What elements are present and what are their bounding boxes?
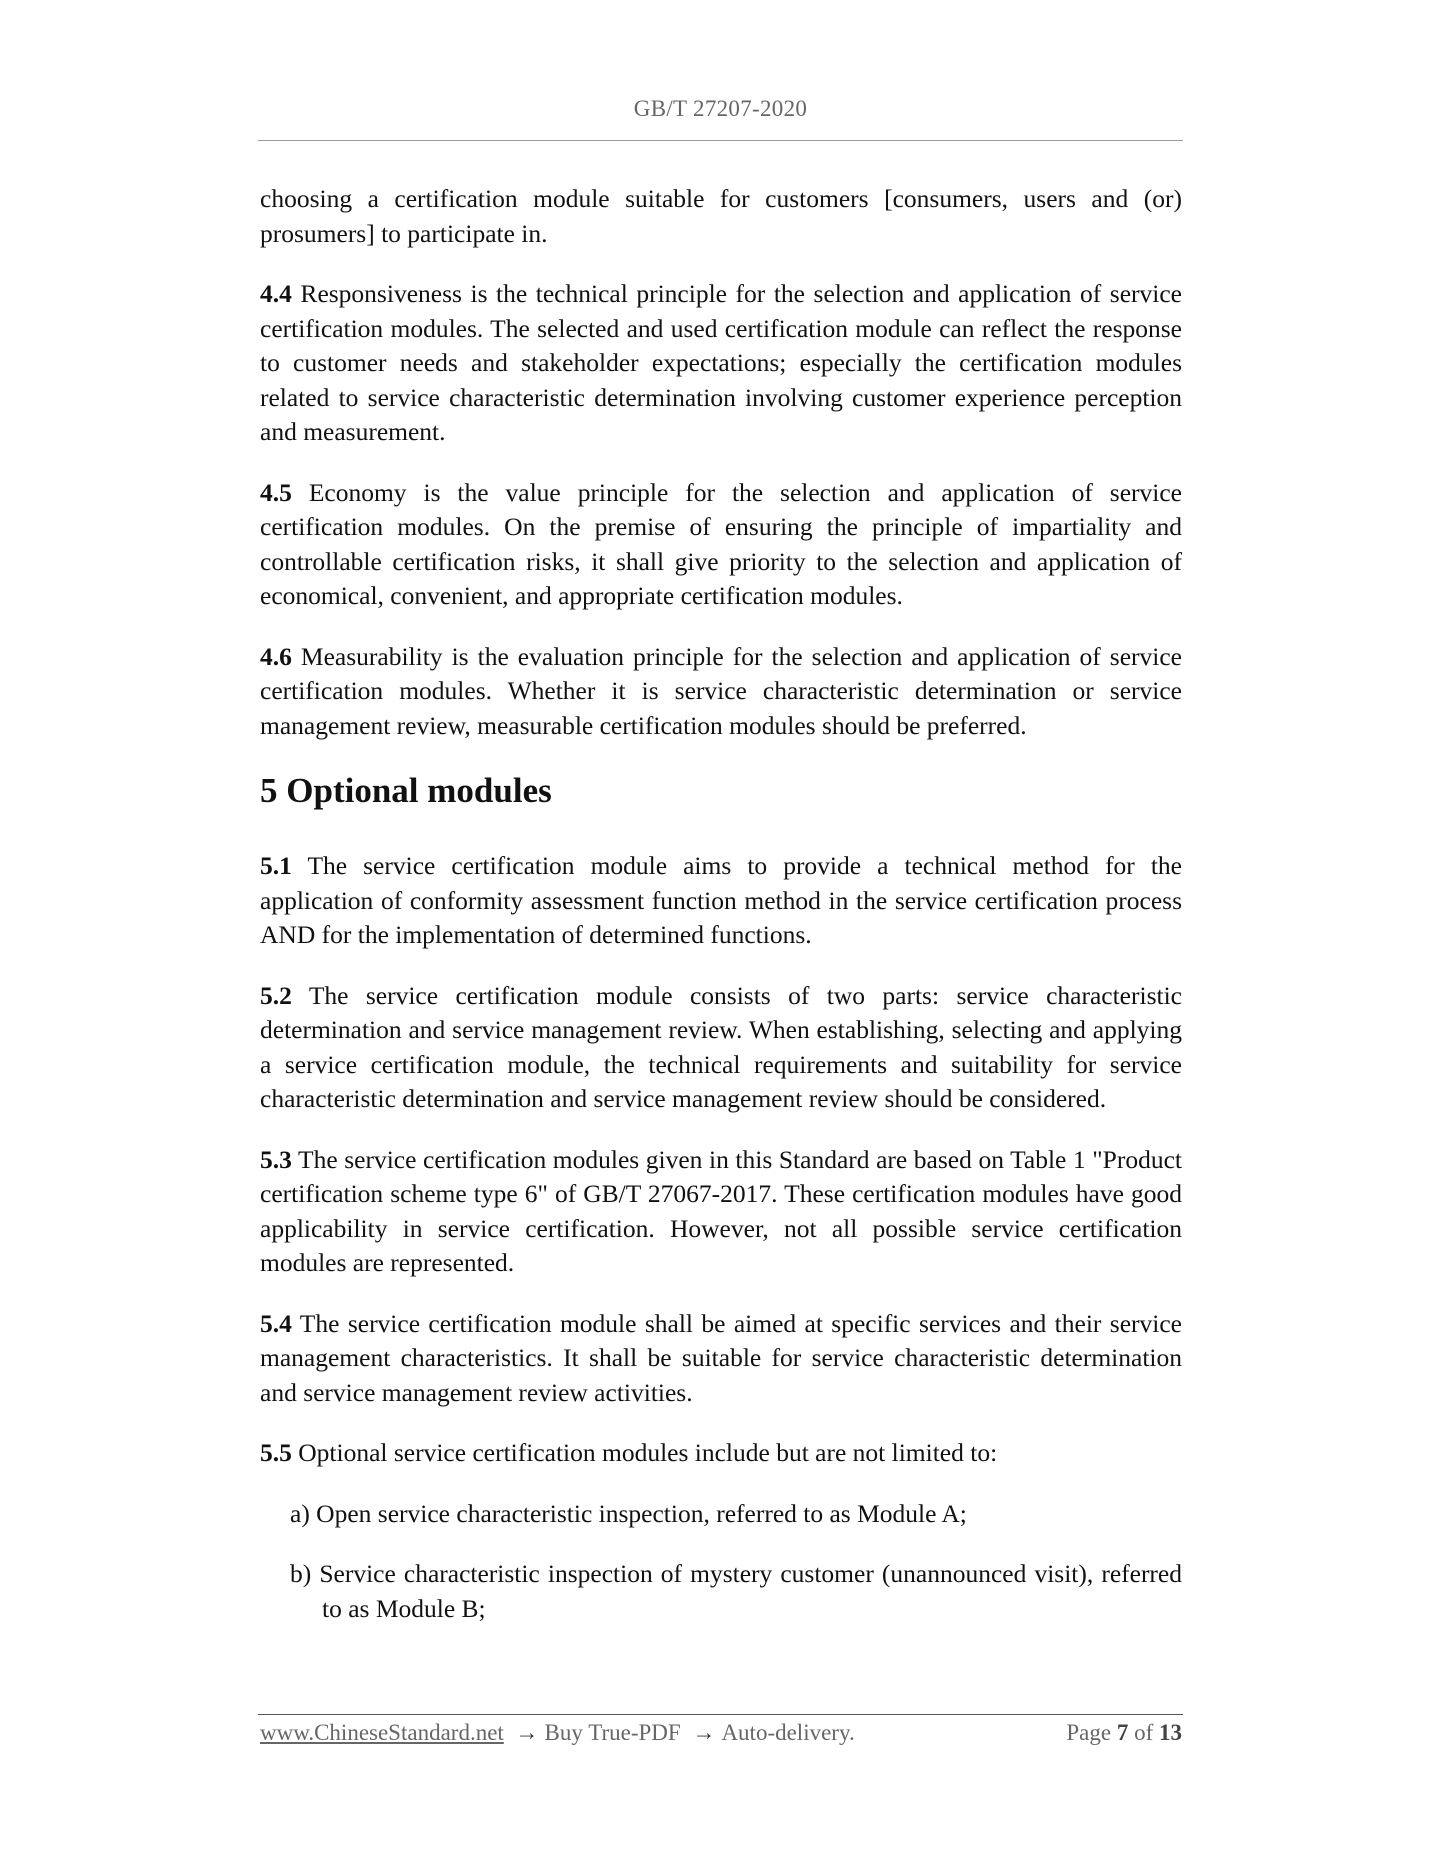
intro-paragraph: choosing a certification module suitable for customers [consumers, users and (or) prosumers] to participate in. [260, 184, 1182, 248]
clause-text: Economy is the value principle for the selection and application of service certification modules. On the premise of ensuring the principle of impartiality and controllable certification risks, it shall give priority to the selection and application of economical, convenient, and appropriate certification modules. [260, 477, 1182, 610]
page-current: 7 [1116, 1720, 1129, 1745]
clause-5-4 [260, 1307, 1182, 1411]
clause-5-3 [260, 1143, 1182, 1281]
footer-divider [258, 1714, 1183, 1715]
arrow-right-icon: → [515, 1720, 539, 1745]
clause-number: 5.1 [260, 851, 292, 880]
page-footer [260, 1720, 1182, 1746]
page-number [1066, 1720, 1182, 1746]
clause-4-6 [260, 640, 1182, 744]
page-header-title: GB/T 27207-2020 [633, 96, 808, 121]
clause-number: 5.2 [260, 980, 292, 1010]
arrow-right-icon: → [692, 1720, 716, 1745]
page-content [260, 182, 1182, 1652]
clause-text: The service certification module aims to provide a technical method for the application of conformity assessment function method in the service certification process AND for the implementation of determined functions. [260, 851, 1182, 949]
clause-5-1 [260, 849, 1182, 953]
clause-4-4 [260, 277, 1182, 450]
clause-number: 4.6 [260, 641, 292, 671]
website-link[interactable]: www.ChineseStandard.net [260, 1720, 504, 1745]
clause-number: 5.3 [260, 1144, 292, 1174]
clause-5-5 [260, 1436, 1182, 1471]
clause-text: Measurability is the evaluation principle for the selection and application of service certification modules. Whether it is service characteristic determination or service management review, measurable certification modules should be preferred. [260, 641, 1182, 740]
buy-pdf-text: Buy True-PDF [544, 1720, 681, 1745]
section-5-heading: 5 Optional modules [260, 771, 552, 810]
clause-number: 4.5 [260, 477, 292, 507]
page-of-label: of [1134, 1720, 1154, 1745]
page-label: Page [1066, 1720, 1112, 1745]
footer-left [260, 1720, 855, 1746]
page-total: 13 [1159, 1720, 1182, 1745]
clause-4-5 [260, 476, 1182, 614]
clause-number: 5.4 [260, 1308, 292, 1338]
list-item: b) Service characteristic inspection of mystery customer (unannounced visit), referred to as Module B; [290, 1559, 1182, 1623]
clause-text: The service certification module shall be aimed at specific services and their service management characteristics. It shall be suitable for service characteristic determination and service management review activities. [260, 1308, 1182, 1407]
clause-text: The service certification module consists of two parts: service characteristic determination and service management review. When establishing, selecting and applying a service certification module, the technical requirements and suitability for service characteristic determination and service management review should be considered. [260, 980, 1182, 1113]
auto-delivery-text: Auto-delivery. [721, 1720, 855, 1745]
clause-number: 4.4 [260, 279, 292, 308]
header-divider [258, 140, 1183, 141]
clause-text: Optional service certification modules include but are not limited to: [291, 1438, 998, 1467]
clause-text: Responsiveness is the technical principle for the selection and application of service certification modules. The selected and used certification module can reflect the response to customer needs and stakeholder expectations; especially the certification modules related to service characteristic determination involving customer experience perception and measurement. [260, 279, 1182, 446]
clause-text: The service certification modules given in this Standard are based on Table 1 "Product certification scheme type 6" of GB/T 27067-2017. These certification modules have good applicability in service certification. However, not all possible service certification modules are represented. [260, 1144, 1182, 1277]
clause-number: 5.5 [260, 1438, 292, 1467]
list-item: a) Open service characteristic inspection, referred to as Module A; [290, 1498, 967, 1528]
clause-5-2 [260, 979, 1182, 1117]
